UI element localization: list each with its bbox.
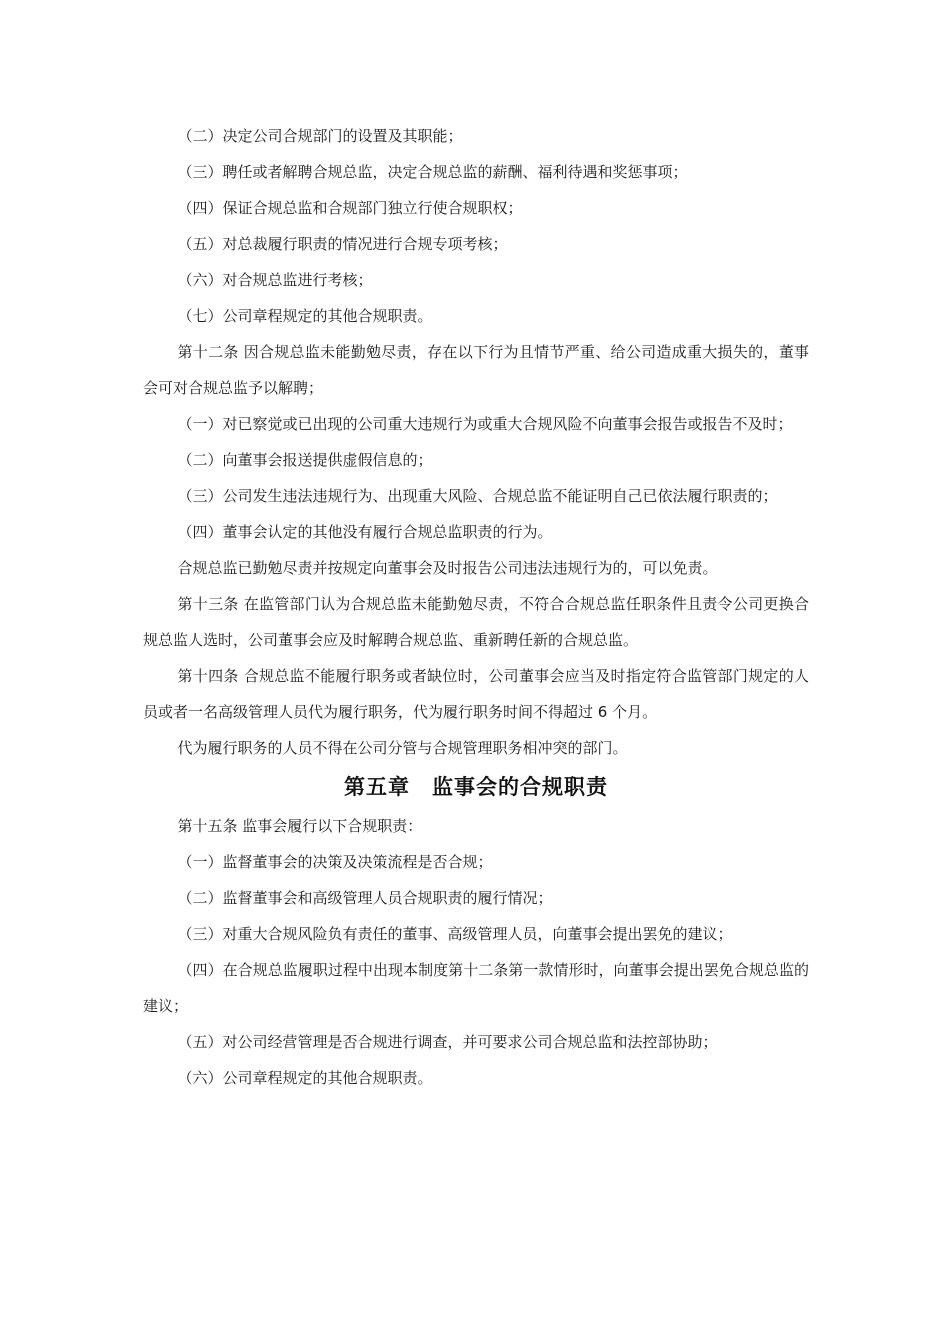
paragraph: （五）对公司经营管理是否合规进行调查，并可要求公司合规总监和法控部协助； <box>177 1033 718 1051</box>
article-13: 第十三条 在监管部门认为合规总监未能勤勉尽责，不符合合规总监任职条件且责令公司更换合规总监人选时，公司董事会应及时解聘合规总监、重新聘任新的合规总监。 <box>143 595 809 649</box>
document-body <box>143 118 809 1096</box>
paragraph: （二）监督董事会和高级管理人员合规职责的履行情况； <box>177 889 553 907</box>
chapter-title: 第五章 监事会的合规职责 <box>344 774 608 799</box>
article-12: 第十二条 因合规总监未能勤勉尽责，存在以下行为且情节严重、给公司造成重大损失的，董事会可对合规总监予以解聘； <box>143 343 809 397</box>
paragraph: （六）公司章程规定的其他合规职责。 <box>177 1069 433 1087</box>
article-14: 第十四条 合规总监不能履行职务或者缺位时，公司董事会应当及时指定符合监管部门规定的人员或者一名高级管理人员代为履行职务，代为履行职务时间不得超过 6 个月。 <box>143 667 809 721</box>
paragraph: （一）对已察觉或已出现的公司重大违规行为或重大合规风险不向董事会报告或报告不及时； <box>177 415 793 433</box>
paragraph: （五）对总裁履行职责的情况进行合规专项考核； <box>177 235 508 253</box>
paragraph: 代为履行职务的人员不得在公司分管与合规管理职务相冲突的部门。 <box>177 739 628 757</box>
paragraph: （七）公司章程规定的其他合规职责。 <box>177 307 433 325</box>
paragraph: （三）聘任或者解聘合规总监，决定合规总监的薪酬、福利待遇和奖惩事项； <box>177 163 688 181</box>
paragraph: （一）监督董事会的决策及决策流程是否合规； <box>177 853 493 871</box>
paragraph: 合规总监已勤勉尽责并按规定向董事会及时报告公司违法违规行为的，可以免责。 <box>177 559 718 577</box>
paragraph: （三）公司发生违法违规行为、出现重大风险、合规总监不能证明自己已依法履行职责的； <box>177 487 778 505</box>
paragraph: （四）董事会认定的其他没有履行合规总监职责的行为。 <box>177 523 553 541</box>
paragraph: （六）对合规总监进行考核； <box>177 271 373 289</box>
paragraph: （四）保证合规总监和合规部门独立行使合规职权； <box>177 199 523 217</box>
paragraph: （二）向董事会报送提供虚假信息的； <box>177 451 433 469</box>
paragraph: （四）在合规总监履职过程中出现本制度第十二条第一款情形时，向董事会提出罢免合规总监的建议； <box>143 961 809 1015</box>
paragraph: （三）对重大合规风险负有责任的董事、高级管理人员，向董事会提出罢免的建议； <box>177 925 733 943</box>
paragraph: （二）决定公司合规部门的设置及其职能； <box>177 127 463 145</box>
article-15: 第十五条 监事会履行以下合规职责： <box>177 817 423 835</box>
